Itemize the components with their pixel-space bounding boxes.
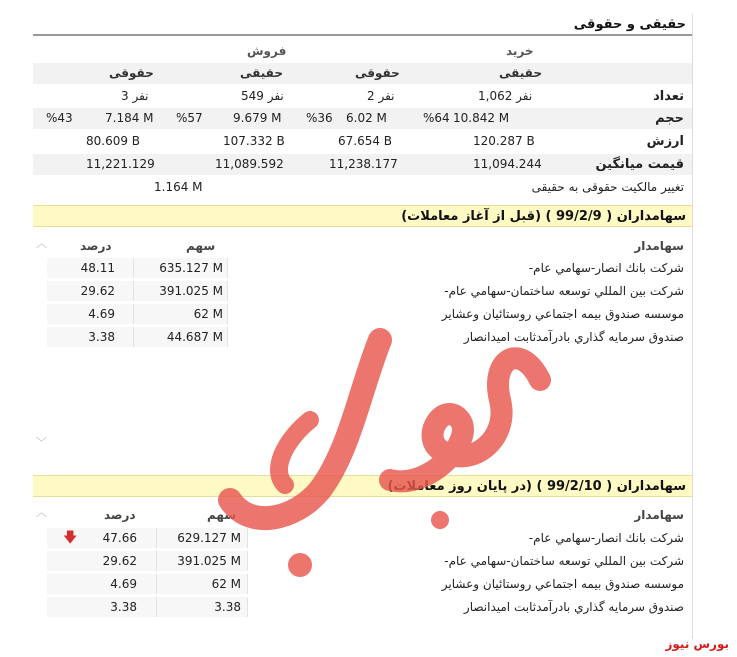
row-shares: 391.025 M <box>177 554 241 568</box>
value-buy-individual: 120.287 B <box>473 134 535 148</box>
before-percent-header[interactable]: درصد <box>80 239 112 253</box>
count-buy-individual: 1,062 نفر <box>478 89 533 103</box>
table-row[interactable] <box>33 550 692 572</box>
brand-label: بورس نیوز <box>665 637 729 651</box>
row-shares: 62 M <box>211 577 241 591</box>
row-percent: 3.38 <box>110 600 137 614</box>
ownership-change-value: 1.164 M <box>154 180 203 194</box>
row-percent: 4.69 <box>110 577 137 591</box>
row-percent: 48.11 <box>80 261 115 275</box>
table-row[interactable] <box>33 303 692 325</box>
summary-header-row-2 <box>33 63 692 84</box>
volume-sell-individual: 9.679 M <box>233 111 282 125</box>
after-shares-header[interactable]: سهم <box>207 508 237 522</box>
volume-label: حجم <box>655 111 684 126</box>
volume-row <box>33 108 692 129</box>
table-row[interactable] <box>33 573 692 595</box>
row-holder-name: صندوق سرمايه گذاري بادرآمدثابت اميدانصار <box>463 330 684 344</box>
count-row <box>33 86 692 107</box>
ownership-change-row <box>33 177 692 198</box>
row-shares: 44.687 M <box>166 330 223 344</box>
row-holder-name: شرکت بانك انصار-سهامي عام- <box>528 261 684 275</box>
row-shares: 3.38 <box>214 600 241 614</box>
value-sell-institutional: 80.609 B <box>86 134 141 148</box>
row-percent: 29.62 <box>80 284 115 298</box>
ownership-change-label: تغییر مالکیت حقوقی به حقیقی <box>531 180 684 194</box>
avg-price-sell-individual: 11,089.592 <box>215 157 284 171</box>
value-row <box>33 131 692 152</box>
volume-sell-institutional-pct: %43 <box>46 111 73 125</box>
row-percent: 29.62 <box>102 554 137 568</box>
row-holder-name: موسسه صندوق بيمه اجتماعي روستائيان وعشاير <box>441 307 684 321</box>
sell-individual-header: حقیقی <box>240 66 283 80</box>
scroll-down-icon[interactable]: ﹀ <box>36 436 47 449</box>
volume-buy-institutional: 6.02 M <box>346 111 387 125</box>
avg-price-buy-individual: 11,094.244 <box>473 157 542 171</box>
count-buy-institutional: 2 نفر <box>367 89 395 103</box>
row-shares: 635.127 M <box>159 261 223 275</box>
row-percent: 4.69 <box>88 307 115 321</box>
row-holder-name: شرکت بانك انصار-سهامي عام- <box>528 531 684 545</box>
count-sell-individual: 549 نفر <box>241 89 284 103</box>
table-row[interactable] <box>33 280 692 302</box>
buy-individual-header: حقیقی <box>499 66 542 80</box>
shareholders-before-title: سهامداران ( 99/2/9 ) (قبل از آغاز معاملات) <box>33 205 692 227</box>
row-percent: 3.38 <box>88 330 115 344</box>
table-row[interactable] <box>33 596 692 618</box>
value-buy-institutional: 67.654 B <box>338 134 393 148</box>
count-sell-institutional: 3 نفر <box>121 89 149 103</box>
scroll-up-icon[interactable]: ︿ <box>36 506 47 519</box>
value-sell-individual: 107.332 B <box>223 134 285 148</box>
avg-price-sell-institutional: 11,221.129 <box>86 157 155 171</box>
down-arrow-icon: 🡇 <box>63 530 78 546</box>
row-shares: 391.025 M <box>159 284 223 298</box>
volume-buy-individual: 10.842 M <box>453 111 510 125</box>
buy-header: خرید <box>506 44 534 58</box>
table-row[interactable] <box>33 257 692 279</box>
before-holder-header[interactable]: سهامدار <box>634 239 684 253</box>
after-holder-header[interactable]: سهامدار <box>634 508 684 522</box>
table-row[interactable] <box>33 527 692 549</box>
row-holder-name: موسسه صندوق بيمه اجتماعي روستائيان وعشاير <box>441 577 684 591</box>
value-label: ارزش <box>646 134 684 149</box>
avg-price-label: قیمت میانگین <box>595 157 684 172</box>
row-percent: 47.66 <box>102 531 137 545</box>
summary-header-row-1 <box>33 41 692 62</box>
after-percent-header[interactable]: درصد <box>104 508 136 522</box>
row-holder-name: شرکت بين المللي توسعه ساختمان-سهامي عام- <box>444 554 684 568</box>
volume-sell-institutional: 7.184 M <box>105 111 154 125</box>
volume-buy-institutional-pct: %36 <box>306 111 333 125</box>
volume-buy-individual-pct: %64 <box>423 111 450 125</box>
sell-institutional-header: حقوقی <box>109 66 154 80</box>
shareholders-after-title: سهامداران ( 99/2/10 ) (در پایان روز معاملات) <box>33 475 692 497</box>
sell-header: فروش <box>247 44 287 58</box>
avg-price-buy-institutional: 11,238.177 <box>329 157 398 171</box>
table-row[interactable] <box>33 326 692 348</box>
row-shares: 62 M <box>193 307 223 321</box>
row-shares: 629.127 M <box>177 531 241 545</box>
count-label: تعداد <box>653 89 684 104</box>
buy-institutional-header: حقوقی <box>355 66 400 80</box>
summary-title: حقیقی و حقوقی <box>33 14 692 36</box>
volume-sell-individual-pct: %57 <box>176 111 203 125</box>
row-holder-name: شرکت بين المللي توسعه ساختمان-سهامي عام- <box>444 284 684 298</box>
scroll-up-icon[interactable]: ︿ <box>36 237 47 250</box>
row-holder-name: صندوق سرمايه گذاري بادرآمدثابت اميدانصار <box>463 600 684 614</box>
before-shares-header[interactable]: سهم <box>186 239 216 253</box>
avg-price-row <box>33 154 692 175</box>
